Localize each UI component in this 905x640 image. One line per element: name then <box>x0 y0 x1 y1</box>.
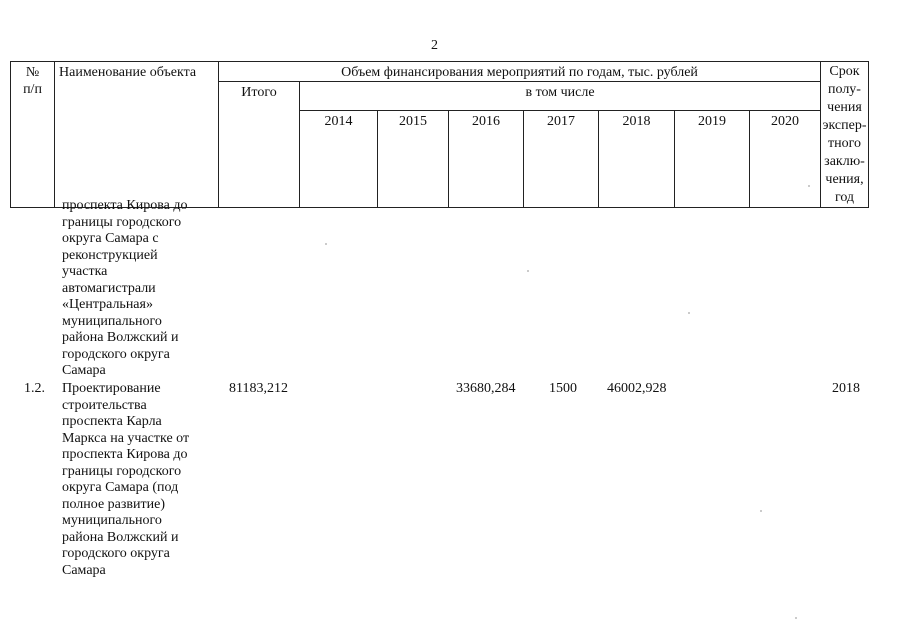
table-row-1-2 <box>62 381 222 579</box>
deadline-line: Срок <box>829 64 860 79</box>
name-line: округа Самара с <box>62 231 159 246</box>
name-line: городского округа <box>62 546 170 561</box>
name-line: проспекта Карла <box>62 414 162 429</box>
deadline-line: чения, <box>825 172 864 187</box>
header-year: 2016 <box>449 111 524 208</box>
deadline-line: полу- <box>828 82 861 97</box>
name-line: проспекта Кирова до <box>62 447 188 462</box>
deadline-line: тного <box>827 136 861 151</box>
header-deadline <box>821 62 869 208</box>
scan-speck <box>527 270 529 272</box>
name-line: Самара <box>62 562 106 578</box>
scan-speck <box>795 617 797 619</box>
deadline-line: чения <box>827 100 862 115</box>
name-line: реконструкцией <box>62 247 158 263</box>
header-year: 2014 <box>300 111 378 208</box>
name-line: Проектирование <box>62 381 161 396</box>
header-year: 2018 <box>599 111 675 208</box>
name-line: муниципального <box>62 513 162 528</box>
header-including: в том числе <box>300 82 821 111</box>
name-line: округа Самара (под <box>62 480 179 495</box>
name-line: «Центральная» <box>62 297 153 312</box>
name-line: автомагистрали <box>62 280 156 296</box>
name-line: Маркса на участке от <box>62 430 190 446</box>
value-deadline: 2018 <box>832 381 860 396</box>
name-line: границы городского <box>62 214 182 230</box>
table-row-continuation <box>62 198 222 380</box>
header-volume: Объем финансирования мероприятий по годам, тыс. рублей <box>219 62 821 82</box>
scan-speck <box>760 510 762 512</box>
value-total: 81183,212 <box>229 381 288 396</box>
deadline-line: заклю- <box>824 154 865 169</box>
deadline-line: год <box>834 190 855 205</box>
name-line: участка <box>62 264 108 279</box>
name-line: района Волжский и <box>62 330 179 345</box>
scan-speck <box>688 312 690 314</box>
header-year: 2017 <box>524 111 599 208</box>
name-line: полное развитие) <box>62 496 166 512</box>
header-year: 2019 <box>675 111 750 208</box>
name-line: Самара <box>62 363 106 378</box>
header-year: 2015 <box>378 111 449 208</box>
header-num: № п/п <box>11 62 55 208</box>
name-line: строительства <box>62 397 147 413</box>
name-line: границы городского <box>62 463 182 479</box>
name-line: района Волжский и <box>62 529 179 545</box>
name-line: муниципального <box>62 313 162 329</box>
scan-speck <box>808 185 810 187</box>
page-number: 2 <box>431 38 438 53</box>
value-2017: 1500 <box>549 381 577 396</box>
deadline-line: экспер- <box>822 118 867 133</box>
value-2016: 33680,284 <box>456 381 516 396</box>
row-number: 1.2. <box>24 381 45 396</box>
value-2018: 46002,928 <box>607 381 667 396</box>
header-object-name: Наименование объекта <box>55 62 219 208</box>
header-total: Итого <box>219 82 300 208</box>
header-table <box>10 61 869 208</box>
header-year: 2020 <box>750 111 821 208</box>
name-line: городского округа <box>62 346 170 362</box>
name-line: проспекта Кирова до <box>62 198 188 213</box>
scan-speck <box>325 243 327 245</box>
